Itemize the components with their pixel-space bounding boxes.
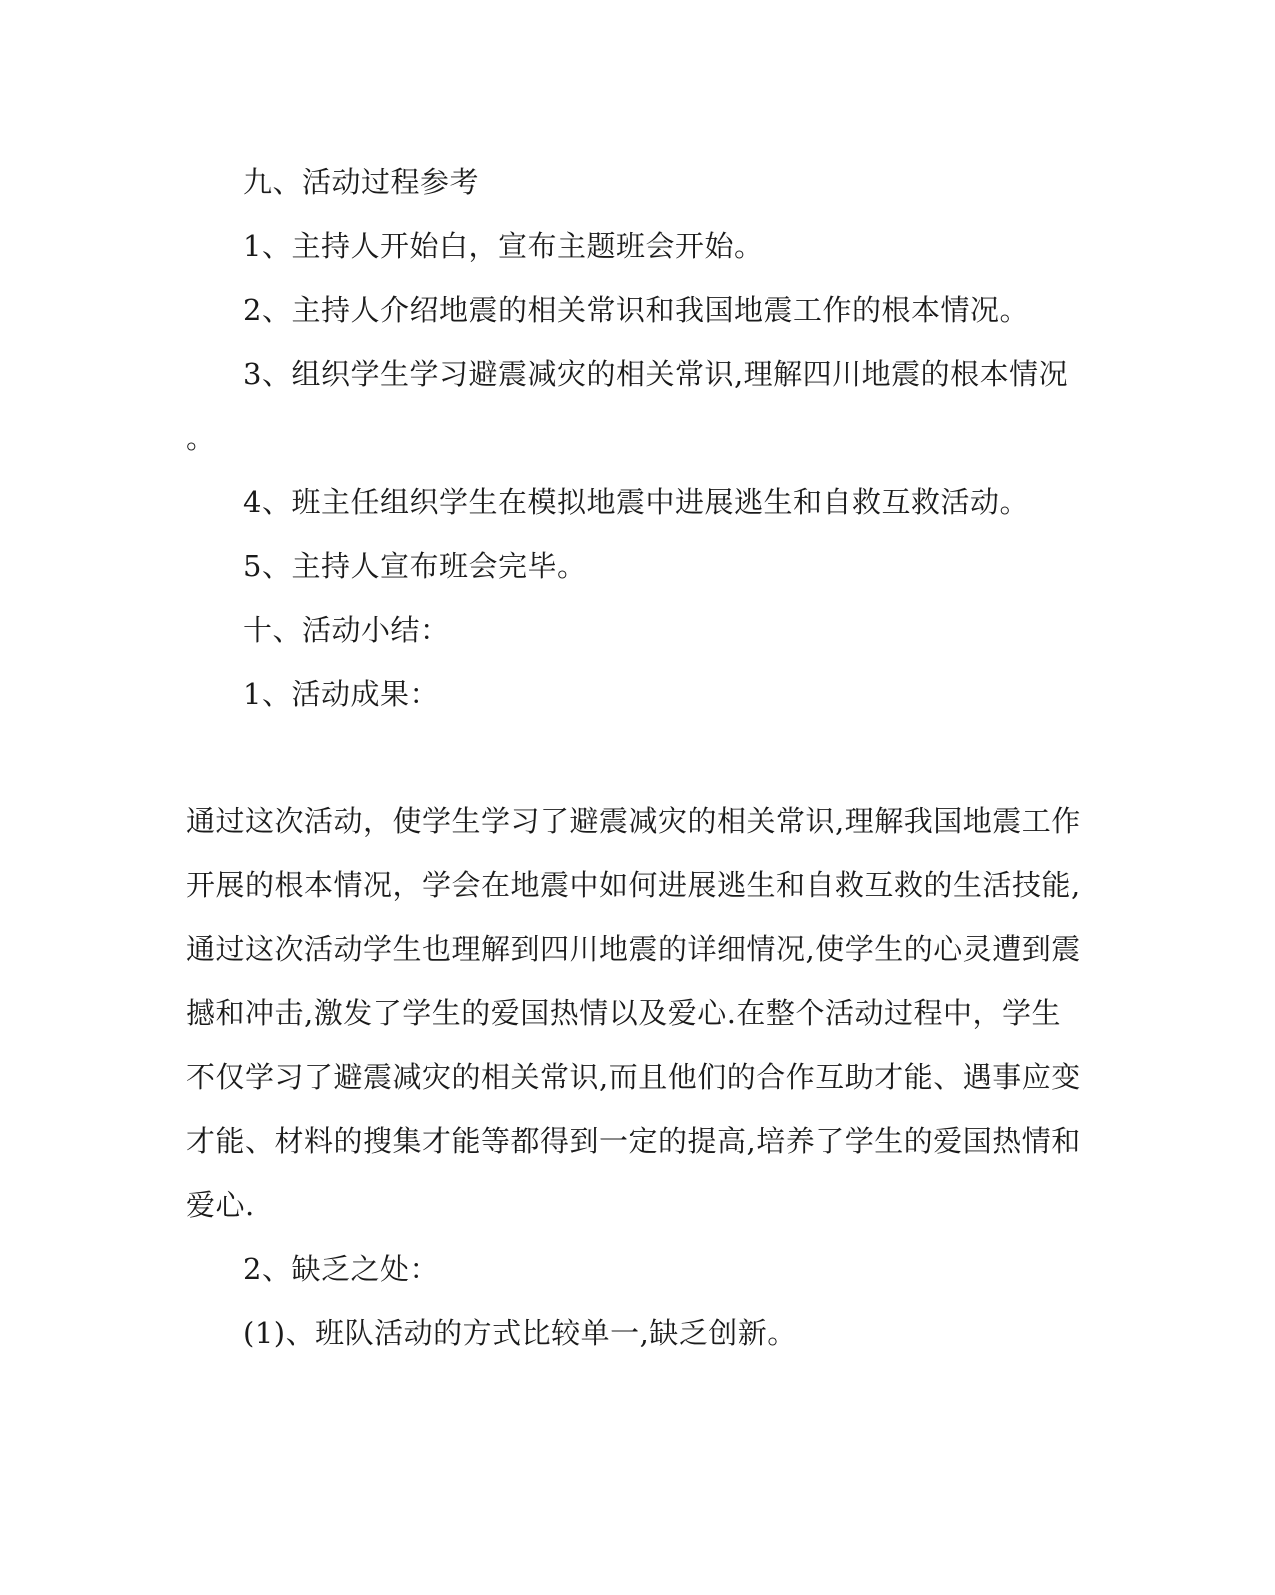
- results-paragraph-line: 不仅学习了避震减灾的相关常识,而且他们的合作互助才能、遇事应变: [186, 1060, 1081, 1094]
- results-paragraph-line: 爱心.: [186, 1188, 255, 1222]
- process-step-5: 5、主持人宣布班会完毕。: [243, 549, 587, 583]
- heading-process: 九、活动过程参考: [243, 165, 480, 199]
- results-paragraph-line: 通过这次活动学生也理解到四川地震的详细情况,使学生的心灵遭到震: [186, 932, 1081, 966]
- subheading-results: 1、活动成果：: [243, 677, 439, 711]
- process-step-2: 2、主持人介绍地震的相关常识和我国地震工作的根本情况。: [243, 293, 1029, 327]
- shortcoming-item-1: (1)、班队活动的方式比较单一,缺乏创新。: [243, 1316, 797, 1350]
- results-paragraph-line: 撼和冲击,激发了学生的爱国热情以及爱心.在整个活动过程中，学生: [186, 996, 1061, 1030]
- process-step-3: 3、组织学生学习避震减灾的相关常识,理解四川地震的根本情况: [243, 357, 1069, 391]
- results-paragraph-line: 才能、材料的搜集才能等都得到一定的提高,培养了学生的爱国热情和: [186, 1124, 1081, 1158]
- heading-summary: 十、活动小结：: [243, 613, 450, 647]
- results-paragraph-line: 通过这次活动，使学生学习了避震减灾的相关常识,理解我国地震工作: [186, 804, 1081, 838]
- process-step-4: 4、班主任组织学生在模拟地震中进展逃生和自救互救活动。: [243, 485, 1029, 519]
- subheading-shortcomings: 2、缺乏之处：: [243, 1252, 439, 1286]
- process-step-3-continuation: 。: [186, 421, 216, 455]
- process-step-1: 1、主持人开始白，宣布主题班会开始。: [243, 229, 764, 263]
- results-paragraph-line: 开展的根本情况，学会在地震中如何进展逃生和自救互救的生活技能,: [186, 868, 1081, 902]
